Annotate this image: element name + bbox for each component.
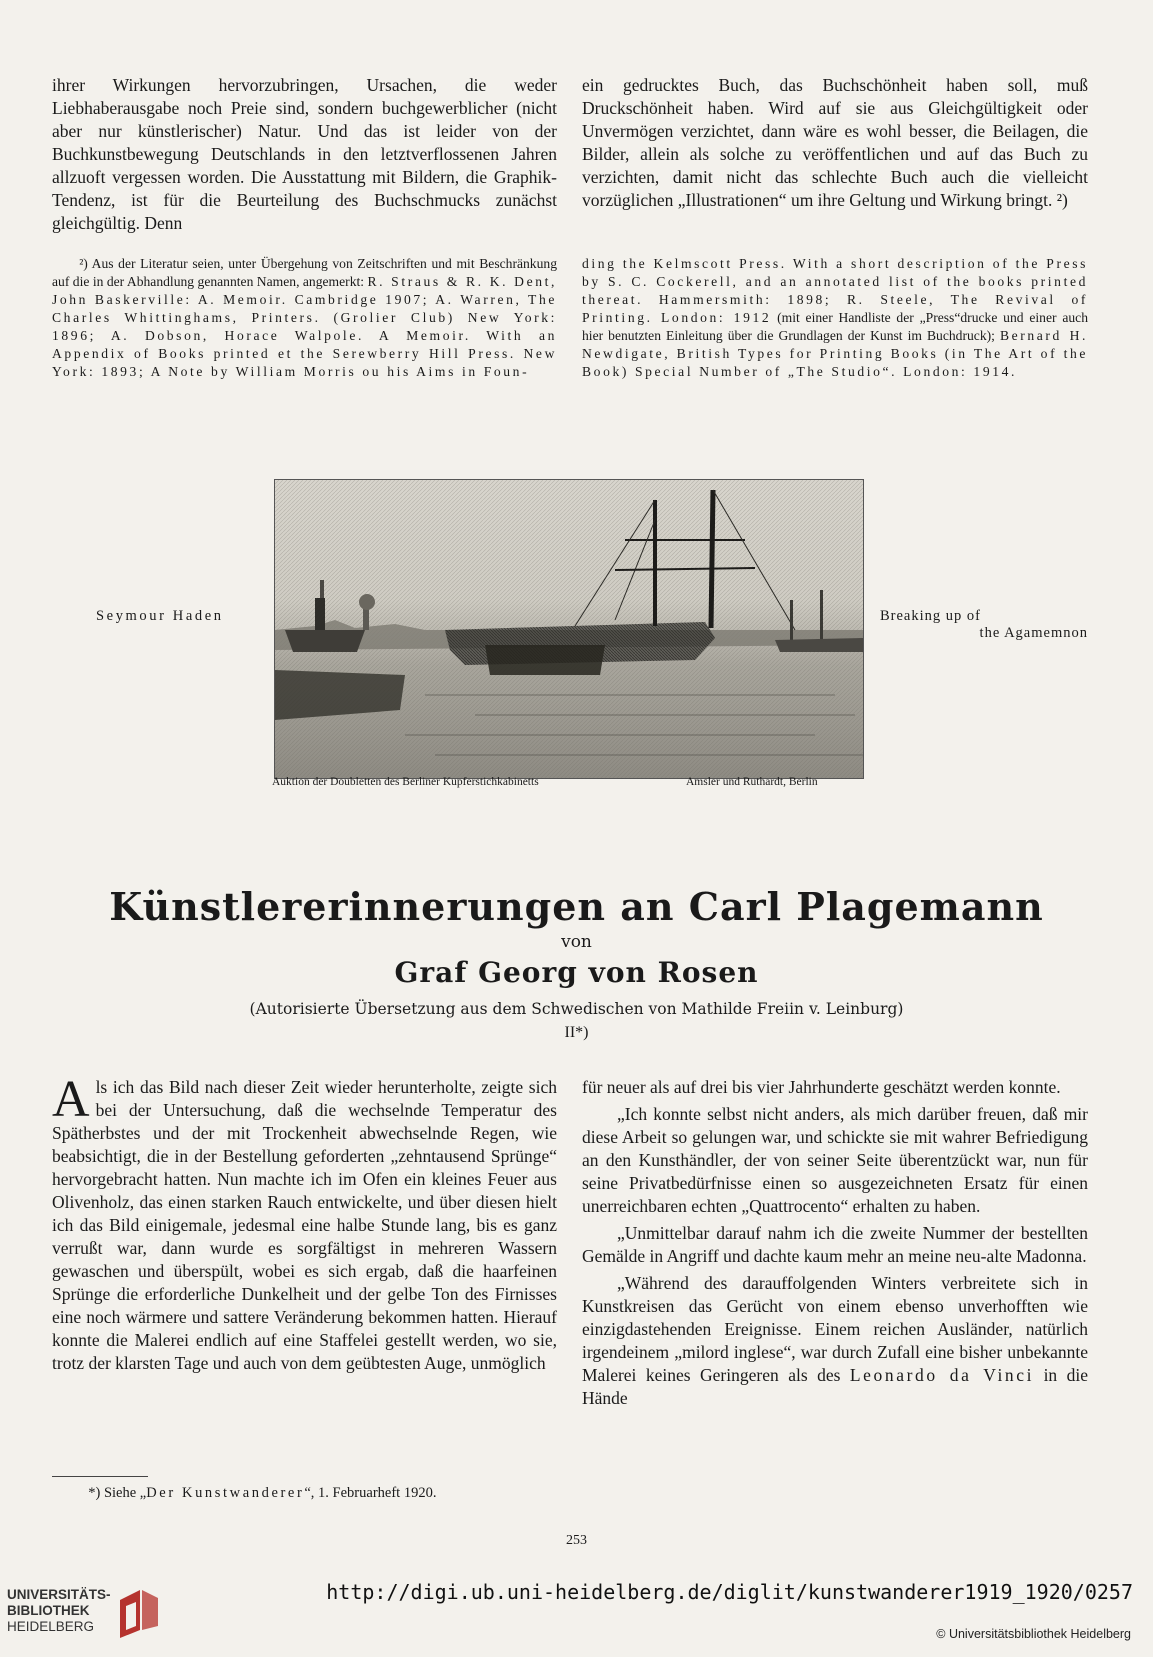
- article-von: von: [561, 932, 592, 952]
- footnote-left-column: [52, 255, 557, 381]
- figure-title-line-2: the Agamemnon: [979, 625, 1088, 641]
- top-left-paragraph: ihrer Wirkungen hervorzubringen, Ursachen, die weder Liebhaberausgabe noch Preie sind, sondern buchgewerblicher (nicht aber nur künstlerischer) Natur. Und das ist leider von der Buchkunstbewegung Deutschlands in den letztverflossenen Jahren allzuoft vergessen worden. Die Ausstattung mit Bildern, die Graphik-Tendenz, ist für die Beurteilung des Buchschmucks zunächst gleichgültig. Denn: [52, 75, 557, 233]
- footnote-kelmscott: ding the Kelmscott Press. With a short description of the Press by S. C. Cockerell, and an annotated list of the books printed thereat. Hammersmith: 1898; R. Steele, The Revival of Printing. London: 1912: [582, 256, 1088, 325]
- etching-image: [274, 479, 864, 779]
- library-logo-text: [7, 1587, 111, 1635]
- article-part: II*): [564, 1024, 589, 1041]
- article-footnote: [52, 1484, 557, 1502]
- footnote-newdigate: Bernard H. Newdigate, British Types for Printing Books (in The Art of the Book) Special Number of „The Studio“. London: 1914.: [582, 328, 1088, 379]
- body-right-p1: für neuer als auf drei bis vier Jahrhunderte geschätzt werden konnte.: [582, 1077, 1061, 1097]
- figure-caption-left: Auktion der Doubletten des Berliner Kupferstichkabinetts: [272, 776, 539, 788]
- article-footnote-lead: *) Siehe „: [88, 1485, 147, 1501]
- article-footnote-tail: “, 1. Februarheft 1920.: [304, 1485, 437, 1501]
- body-right-column: [582, 1076, 1088, 1410]
- body-right-p4: [582, 1272, 1088, 1410]
- figure-artist-label: Seymour Haden: [96, 608, 224, 624]
- article-title: Künstlererinnerungen an Carl Plagemann: [109, 884, 1044, 929]
- logo-line-2: BIBLIOTHEK: [7, 1603, 90, 1618]
- digital-object-url[interactable]: http://digi.ub.uni-heidelberg.de/diglit/kunstwanderer1919_1920/0257: [326, 1580, 1133, 1604]
- article-translation-note: (Autorisierte Übersetzung aus dem Schwedischen von Mathilde Freiin v. Leinburg): [249, 1000, 904, 1018]
- figure-title-line-1: Breaking up of: [880, 608, 981, 624]
- article-author: Graf Georg von Rosen: [394, 956, 759, 989]
- body-left-paragraph: [52, 1071, 557, 1375]
- top-left-column: [52, 74, 557, 235]
- article-footnote-rule: [52, 1476, 148, 1477]
- drop-cap: A: [52, 1071, 90, 1128]
- body-right-p4-end: in die Hände: [582, 1365, 1089, 1408]
- footnote-intro: ²) Aus der Literatur seien, unter Übergehung von Zeitschriften und mit Beschränkung auf die in der Abhandlung genannten Namen, angemerkt:: [52, 256, 557, 289]
- body-left-text: ls ich das Bild nach dieser Zeit wieder herunterholte, zeigte sich bei der Untersuchung, daß die wechselnde Temperatur des Spätherbstes und der mit Trockenheit abwechselnde Regen, wie beabsichtigt, die in der Bestellung geforderten „zehntausend Sprünge“ hervorgebracht hatten. Nun machte ich im Ofen ein kleines Feuer aus Olivenholz, das einen starken Rauch entwickelte, und über diesen hielt ich das Bild einigemale, jedesmal eine halbe Stunde lang, bis es ganz verrußt war, dann wurde es sorgfältigst in mehreren Wassern gewaschen und überspült, wobei es sich ergab, daß die haarfeinen Sprünge die erforderliche Dunkelheit und der gelbe Ton des Firnisses eine noch wärmere und sattere Veränderung bekommen hatten. Hierauf konnte die Malerei endlich auf eine Staffelei gestellt werden, wo sie, trotz der klarsten Tage und auch von dem geübtesten Auge, unmöglich: [52, 1077, 557, 1373]
- library-footer: [0, 1565, 1153, 1657]
- body-right-p2: „Ich konnte selbst nicht anders, als mich darüber freuen, daß mir diese Arbeit so gelungen war, und schickte sie mit wahrer Befriedigung an den Kunsthändler, der von seiner Seite überentzückt war, nun für seine Privatbedürfnisse einen so ausgezeichneten Ersatz für einen unerreichbaren echten „Quattrocento“ erhalten zu haben.: [582, 1104, 1088, 1216]
- figure-title-label: [880, 608, 1088, 642]
- logo-line-1: UNIVERSITÄTS-: [7, 1587, 111, 1602]
- top-right-paragraph: ein gedrucktes Buch, das Buchschönheit haben soll, muß Druckschönheit haben. Wird auf sie aus Gleichgültigkeit oder Unvermögen verzichtet, dann wäre es wohl besser, die Beilagen, die Bilder, allein als solche zu veröffentlichen und auf das Buch zu verzichten, damit nicht das schlechte Buch auch die vielleicht vorzüglichen „Illustrationen“ um ihre Geltung und Wirkung bringt. ²): [582, 75, 1088, 210]
- body-right-p3: „Unmittelbar darauf nahm ich die zweite Nummer der bestellten Gemälde in Angriff und dachte kaum mehr an meine neu-alte Madonna.: [582, 1223, 1088, 1266]
- top-right-column: [582, 74, 1088, 212]
- library-logo-icon: [118, 1586, 160, 1640]
- logo-line-3: HEIDELBERG: [7, 1619, 95, 1634]
- figure-caption-right: Amsler und Ruthardt, Berlin: [686, 776, 818, 788]
- footnote-references: R. Straus & R. K. Dent, John Baskerville: A. Memoir. Cambridge 1907; A. Warren, The Charles Whittinghams, Printers. (Grolier Club) New York: 1896; A. Dobson, Horace Walpole. A Memoir. With an Appendix of Books printed et the Serewberry Hill Press. New York: 1893; A Note by William Morris ou his Aims in Foun-: [52, 274, 557, 379]
- article-footnote-journal: Der Kunstwanderer: [146, 1485, 305, 1501]
- footnote-right-column: [582, 255, 1088, 381]
- body-right-p4-name: Leonardo da Vinci: [849, 1365, 1035, 1385]
- body-right-p4-text: „Während des darauffolgenden Winters verbreitete sich in Kunstkreisen das Gerücht von einem ebenso unverhofften wie einzigdastehenden Ereignisse. Einem reichen Ausländer, natürlich irgendeinem „milord inglese“, war durch Zufall eine bisher unbekannte Malerei keines Geringeren als des: [582, 1273, 1088, 1385]
- footnote-handlist: (mit einer Handliste der „Press“drucke und einer auch hier benutzten Einleitung über die Grundlagen der Kunst im Buchdruck);: [582, 310, 1088, 343]
- page-number: 253: [566, 1533, 587, 1548]
- copyright-notice: © Universitätsbibliothek Heidelberg: [936, 1627, 1131, 1641]
- body-left-column: [52, 1071, 557, 1375]
